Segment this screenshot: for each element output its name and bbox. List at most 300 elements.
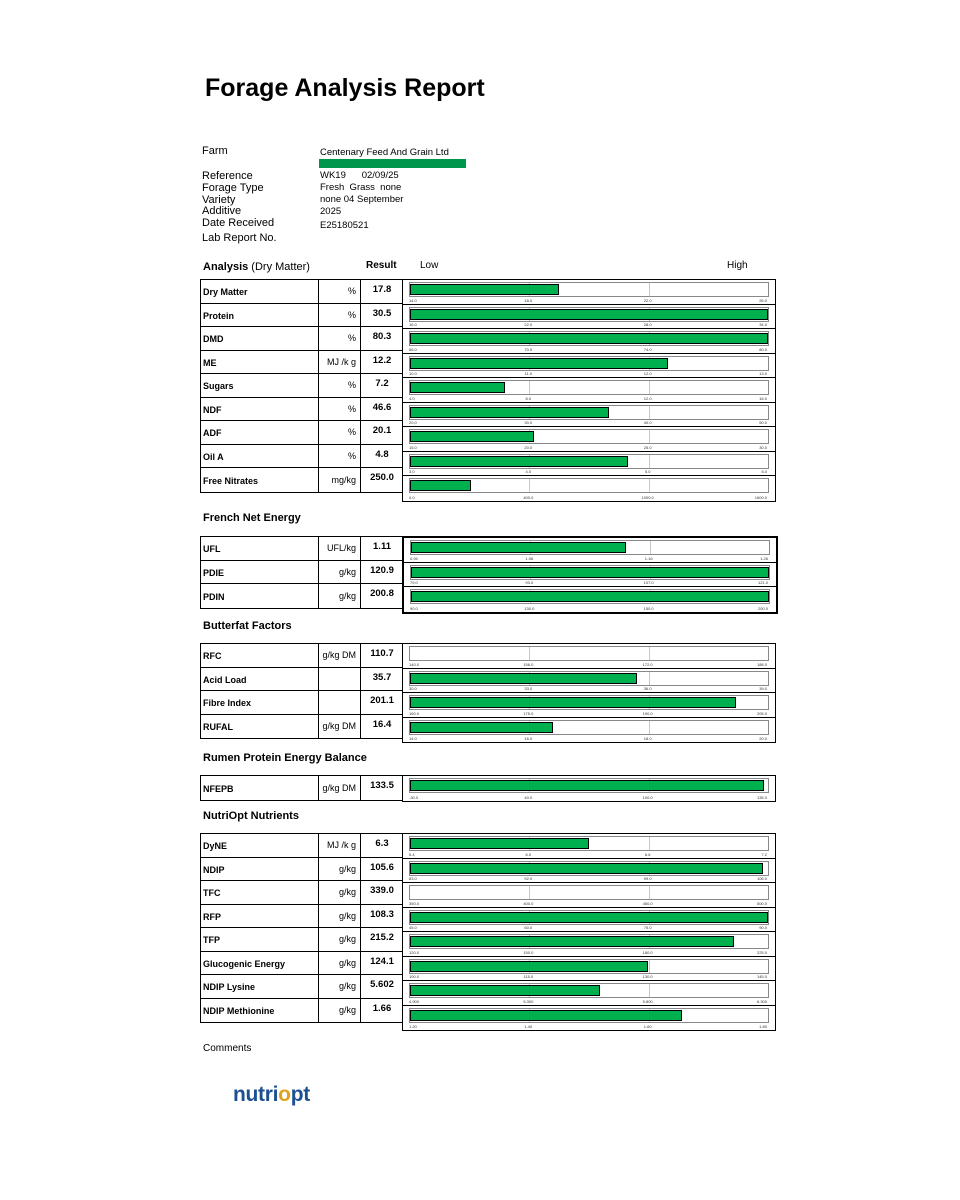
row-unit: g/kg DM	[319, 644, 361, 667]
tick-label: 10.0	[409, 371, 417, 376]
tick-label: 130.0	[642, 974, 653, 979]
table-row	[201, 327, 403, 351]
row-unit: g/kg	[319, 858, 361, 881]
tick-label: 70.0	[524, 346, 533, 352]
chart-row	[403, 776, 775, 801]
chart-axis	[409, 861, 769, 876]
chart-axis	[410, 565, 770, 580]
value-bar	[410, 722, 553, 733]
table-row	[201, 644, 403, 668]
row-name: Sugars	[203, 374, 319, 397]
tick-label: 4.900	[409, 998, 420, 1004]
chart-row	[403, 305, 775, 330]
value-bar	[410, 480, 471, 491]
tick-label: 30.0	[759, 444, 767, 450]
row-name: PDIE	[203, 561, 319, 584]
tick-label: 400.0	[523, 494, 534, 500]
tick-label: 22.0	[643, 297, 652, 303]
row-result: 20.1	[372, 425, 392, 436]
gridline	[649, 837, 650, 850]
reference-value: WK19 02/09/25	[320, 170, 399, 181]
logo-o-icon: o	[278, 1083, 291, 1106]
logo-text: nutri	[233, 1083, 279, 1106]
value-bar	[410, 780, 764, 791]
tick-label: 6.300	[756, 998, 767, 1004]
result-column-header: Result	[366, 260, 397, 271]
date-received-label: Date Received	[202, 217, 275, 229]
table-row	[201, 715, 403, 739]
chart-axis	[409, 910, 769, 925]
row-name: NDF	[203, 398, 319, 421]
chart-axis	[409, 307, 769, 322]
gridline	[649, 283, 650, 296]
tick-label: 20.0	[524, 444, 533, 450]
value-bar	[410, 407, 609, 418]
chart-row	[403, 834, 775, 859]
table-row	[201, 691, 403, 715]
tick-label: 6.6	[644, 851, 651, 857]
tick-label: 33.0	[524, 686, 533, 691]
section-title: Rumen Protein Energy Balance	[203, 752, 367, 764]
tick-label: 1.06	[525, 555, 534, 561]
value-bar	[410, 912, 768, 923]
chart-axis	[409, 671, 769, 686]
table-row	[201, 776, 403, 800]
additive-label: Additive	[202, 205, 242, 217]
value-bar	[410, 431, 534, 442]
tick-label: 14.0	[409, 297, 417, 303]
value-bar	[411, 591, 769, 602]
tick-label: 90.0	[410, 605, 418, 611]
row-unit: g/kg	[319, 975, 361, 998]
row-unit: %	[319, 421, 361, 444]
chart-row	[403, 669, 775, 694]
chart-row	[403, 378, 775, 403]
row-unit: mg/kg	[319, 468, 361, 492]
tick-label: 5.300	[523, 998, 534, 1004]
range-chart	[402, 775, 776, 802]
row-result: 4.8	[375, 448, 389, 460]
tick-label: 5.4	[409, 851, 415, 857]
chart-row	[403, 932, 775, 957]
tick-label: 4.0	[525, 469, 532, 474]
tick-label: 5.0	[644, 469, 651, 474]
row-result: 108.3	[370, 908, 394, 920]
row-unit: %	[319, 280, 361, 303]
table-row	[201, 537, 403, 561]
value-bar	[410, 863, 763, 874]
tick-label: 18.0	[643, 736, 652, 741]
row-result: 80.3	[372, 331, 392, 342]
table-row	[201, 351, 403, 375]
gridline	[649, 960, 650, 973]
row-name: PDIN	[203, 584, 319, 608]
tick-label: 120.0	[409, 949, 420, 955]
tick-label: 0.0	[409, 494, 415, 500]
tick-label: 1.20	[409, 1024, 417, 1029]
chart-row	[403, 908, 775, 933]
tick-label: 30.0	[524, 420, 533, 425]
row-unit: g/kg DM	[319, 715, 361, 739]
tick-label: 15.0	[409, 444, 417, 450]
tick-label: 1.16	[644, 555, 653, 561]
tick-label: 83.0	[409, 876, 417, 881]
row-unit	[319, 668, 361, 691]
table-row	[201, 668, 403, 692]
tick-label: 99.0	[643, 876, 652, 881]
high-label: High	[727, 260, 748, 271]
row-name: Oil A	[203, 445, 319, 468]
chart-row	[403, 981, 775, 1006]
row-name: RUFAL	[203, 715, 319, 739]
chart-axis	[409, 380, 769, 395]
tick-label: 172.0	[642, 661, 653, 667]
value-bar	[410, 697, 736, 708]
row-result: 200.8	[370, 588, 394, 599]
chart-axis	[409, 695, 769, 710]
tick-label: 79.0	[410, 580, 418, 585]
gridline	[649, 381, 650, 394]
table-row	[201, 398, 403, 422]
table-row	[201, 374, 403, 398]
tick-label: 25.0	[643, 444, 652, 450]
tick-label: 40.0	[643, 420, 652, 425]
tick-label: 3.0	[409, 469, 415, 474]
tick-label: 93.0	[525, 580, 534, 585]
row-result: 339.0	[370, 885, 394, 896]
tick-label: 150.0	[523, 949, 534, 955]
value-bar	[410, 1010, 682, 1021]
chart-axis	[409, 646, 769, 661]
table-row	[201, 421, 403, 445]
value-bar	[410, 284, 559, 295]
row-name: NDIP	[203, 858, 319, 881]
analysis-heading-bold: Analysis	[203, 261, 249, 273]
farm-label: Farm	[202, 145, 228, 157]
tick-label: 13.0	[759, 371, 767, 376]
chart-axis	[409, 478, 769, 493]
gridline	[649, 672, 650, 685]
table-row	[201, 834, 403, 858]
table-row	[201, 975, 403, 999]
comments-label: Comments	[203, 1043, 252, 1054]
tick-label: 66.0	[409, 346, 417, 352]
table-row	[201, 858, 403, 882]
tick-label: 150.0	[643, 605, 654, 611]
row-result: 12.2	[372, 354, 392, 366]
row-name: Free Nitrates	[203, 468, 319, 492]
value-bar	[410, 358, 668, 369]
row-name: DyNE	[203, 834, 319, 857]
reference-label: Reference	[202, 170, 253, 182]
tick-label: 16.0	[524, 736, 533, 741]
farm-info	[202, 145, 502, 245]
gridline	[529, 886, 530, 899]
row-name: Acid Load	[203, 668, 319, 691]
row-unit: MJ /k g	[319, 834, 361, 857]
row-unit	[319, 691, 361, 714]
row-name: RFC	[203, 644, 319, 667]
section-title: French Net Energy	[203, 512, 301, 524]
row-result: 30.5	[372, 307, 392, 319]
chart-row	[403, 476, 775, 501]
gridline	[649, 479, 650, 492]
gridline	[649, 430, 650, 443]
tick-label: 1.40	[524, 1024, 533, 1029]
chart-axis	[409, 429, 769, 444]
row-name: UFL	[203, 537, 319, 560]
tick-label: 205.0	[756, 710, 767, 716]
row-unit: g/kg	[319, 561, 361, 584]
tick-label: 5.800	[642, 998, 653, 1004]
tick-label: 20.0	[759, 736, 767, 741]
tick-label: 350.0	[409, 900, 420, 906]
table-row	[201, 280, 403, 304]
chart-axis	[409, 405, 769, 420]
logo-text: pt	[290, 1083, 310, 1106]
value-bar	[410, 456, 628, 467]
row-result: 46.6	[372, 401, 392, 413]
row-unit: g/kg	[319, 928, 361, 951]
value-bar	[410, 382, 505, 393]
table-row	[201, 304, 403, 328]
chart-row	[403, 859, 775, 884]
tick-label: 45.0	[409, 925, 417, 930]
tick-label: 80.0	[759, 346, 767, 352]
tick-label: 26.0	[759, 297, 767, 303]
tick-label: 20.0	[409, 420, 417, 425]
tick-label: 1600.0	[754, 494, 767, 500]
tick-label: 12.0	[643, 395, 652, 401]
tick-label: 11.0	[524, 371, 533, 376]
tick-label: 190.0	[642, 710, 653, 716]
chart-axis	[409, 885, 769, 900]
value-bar	[410, 936, 734, 947]
chart-row	[403, 1006, 775, 1031]
range-chart	[402, 536, 778, 614]
chart-row	[403, 883, 775, 908]
chart-axis	[410, 589, 770, 604]
row-unit: %	[319, 398, 361, 421]
chart-row	[404, 587, 776, 612]
chart-axis	[409, 282, 769, 297]
variety-value: none 04 September	[320, 194, 404, 205]
table-row	[201, 584, 403, 608]
gridline	[529, 647, 530, 660]
section-title: NutriOpt Nutrients	[203, 810, 299, 822]
row-result: 124.1	[370, 955, 394, 967]
forage-type-label: Forage Type	[202, 182, 264, 194]
page-title: Forage Analysis Report	[205, 74, 485, 102]
row-unit: g/kg	[319, 584, 361, 608]
chart-axis	[409, 356, 769, 371]
row-result: 6.3	[375, 838, 389, 849]
tick-label: 75.0	[643, 925, 652, 930]
analysis-table	[200, 279, 404, 493]
tick-label: 0.94	[410, 555, 418, 561]
row-name: NFEPB	[203, 776, 319, 800]
range-chart	[402, 643, 776, 743]
chart-row	[403, 329, 775, 354]
gridline	[529, 479, 530, 492]
tick-label: 16.0	[759, 395, 767, 401]
chart-row	[403, 693, 775, 718]
row-name: DMD	[203, 327, 319, 350]
row-name: Protein	[203, 304, 319, 327]
row-result: 201.1	[370, 695, 394, 706]
row-result: 17.8	[372, 284, 392, 295]
tick-label: 121.0	[757, 580, 768, 585]
tick-label: 7.2	[761, 851, 767, 857]
tick-label: 8.0	[525, 395, 532, 401]
tick-label: 135.0	[756, 794, 767, 800]
row-unit: %	[319, 327, 361, 350]
row-result: 5.602	[370, 979, 394, 990]
row-name: Glucogenic Energy	[203, 952, 319, 975]
table-row	[201, 928, 403, 952]
farm-bar	[319, 159, 466, 168]
tick-label: 1000.0	[641, 494, 654, 500]
tick-label: 200.0	[757, 605, 768, 611]
chart-axis	[409, 934, 769, 949]
nutriopt-logo	[233, 1083, 310, 1107]
row-unit: %	[319, 445, 361, 468]
gridline	[649, 721, 650, 734]
chart-axis	[410, 540, 770, 555]
value-bar	[411, 542, 626, 553]
date-received-value: E25180521	[320, 220, 369, 231]
tick-label: 60.0	[524, 925, 533, 930]
row-name: TFC	[203, 881, 319, 904]
range-chart	[402, 833, 776, 1031]
chart-row	[403, 452, 775, 477]
row-name: ME	[203, 351, 319, 374]
value-bar	[410, 838, 589, 849]
tick-label: 106.0	[756, 876, 767, 881]
row-result: 16.4	[372, 718, 392, 730]
row-unit: UFL/kg	[319, 537, 361, 560]
value-bar	[410, 333, 768, 344]
chart-row	[404, 538, 776, 563]
value-bar	[410, 961, 648, 972]
tick-label: 39.0	[759, 686, 767, 691]
chart-axis	[409, 454, 769, 469]
tick-label: 145.0	[756, 974, 767, 979]
tick-label: 22.0	[524, 322, 533, 327]
tick-label: 14.0	[409, 736, 417, 741]
row-name: NDIP Methionine	[203, 999, 319, 1023]
tick-label: 180.0	[642, 949, 653, 955]
row-name: ADF	[203, 421, 319, 444]
variety-label: Variety	[202, 194, 236, 206]
chart-row	[404, 563, 776, 588]
row-unit: g/kg	[319, 881, 361, 904]
chart-axis	[409, 1008, 769, 1023]
gridline	[649, 406, 650, 419]
row-result: 215.2	[370, 932, 394, 943]
section-title: Butterfat Factors	[203, 620, 292, 632]
row-result: 133.5	[370, 780, 394, 791]
row-result: 120.9	[370, 564, 394, 576]
tick-label: 18.0	[524, 297, 533, 303]
tick-label: 450.0	[642, 900, 653, 906]
row-result: 7.2	[375, 378, 389, 389]
tick-label: 36.0	[643, 686, 652, 691]
tick-label: 188.0	[756, 661, 767, 667]
tick-label: 400.0	[523, 900, 534, 906]
row-result: 1.66	[372, 1002, 392, 1014]
row-name: NDIP Lysine	[203, 975, 319, 998]
gridline	[650, 541, 651, 554]
chart-axis	[409, 778, 769, 793]
tick-label: 107.0	[643, 580, 654, 585]
value-bar	[410, 309, 768, 320]
chart-axis	[409, 720, 769, 735]
row-result: 35.7	[372, 671, 392, 683]
analysis-table	[200, 643, 404, 739]
analysis-table	[200, 536, 404, 609]
gridline	[649, 886, 650, 899]
row-result: 110.7	[370, 648, 394, 659]
row-unit: g/kg	[319, 952, 361, 975]
chart-axis	[409, 836, 769, 851]
tick-label: 1.80	[759, 1024, 767, 1029]
analysis-heading	[203, 261, 310, 273]
chart-row	[403, 718, 775, 743]
analysis-heading-light: (Dry Matter)	[248, 261, 310, 273]
chart-row	[403, 957, 775, 982]
tick-label: 12.0	[643, 371, 652, 376]
table-row	[201, 952, 403, 976]
tick-label: 4.0	[409, 395, 415, 401]
lab-report-label: Lab Report No.	[202, 232, 277, 244]
tick-label: 74.0	[643, 346, 652, 352]
chart-row	[403, 354, 775, 379]
tick-label: 28.0	[643, 322, 652, 327]
tick-label: 140.0	[409, 661, 420, 667]
forage-type-value: Fresh Grass none	[320, 182, 402, 193]
row-unit: g/kg	[319, 999, 361, 1023]
tick-label: 130.0	[524, 605, 535, 611]
row-unit: g/kg DM	[319, 776, 361, 800]
value-bar	[410, 673, 637, 684]
tick-label: 50.0	[759, 420, 767, 425]
row-unit: g/kg	[319, 905, 361, 928]
table-row	[201, 881, 403, 905]
chart-row	[403, 280, 775, 305]
tick-label: 1.26	[760, 555, 768, 561]
value-bar	[411, 567, 769, 578]
table-row	[201, 905, 403, 929]
row-name: RFP	[203, 905, 319, 928]
tick-label: 225.0	[756, 949, 767, 955]
tick-label: 90.0	[759, 925, 767, 930]
analysis-table	[200, 775, 404, 801]
chart-row	[403, 644, 775, 669]
chart-row	[403, 427, 775, 452]
row-unit: MJ /k g	[319, 351, 361, 374]
row-result: 1.11	[373, 541, 391, 552]
chart-row	[403, 403, 775, 428]
tick-label: 100.0	[642, 794, 653, 800]
tick-label: 500.0	[756, 900, 767, 906]
farm-value: Centenary Feed And Grain Ltd	[320, 147, 449, 158]
gridline	[529, 381, 530, 394]
row-name: TFP	[203, 928, 319, 951]
tick-label: 160.0	[409, 710, 420, 716]
row-unit: %	[319, 304, 361, 327]
tick-label: 100.0	[409, 974, 420, 979]
